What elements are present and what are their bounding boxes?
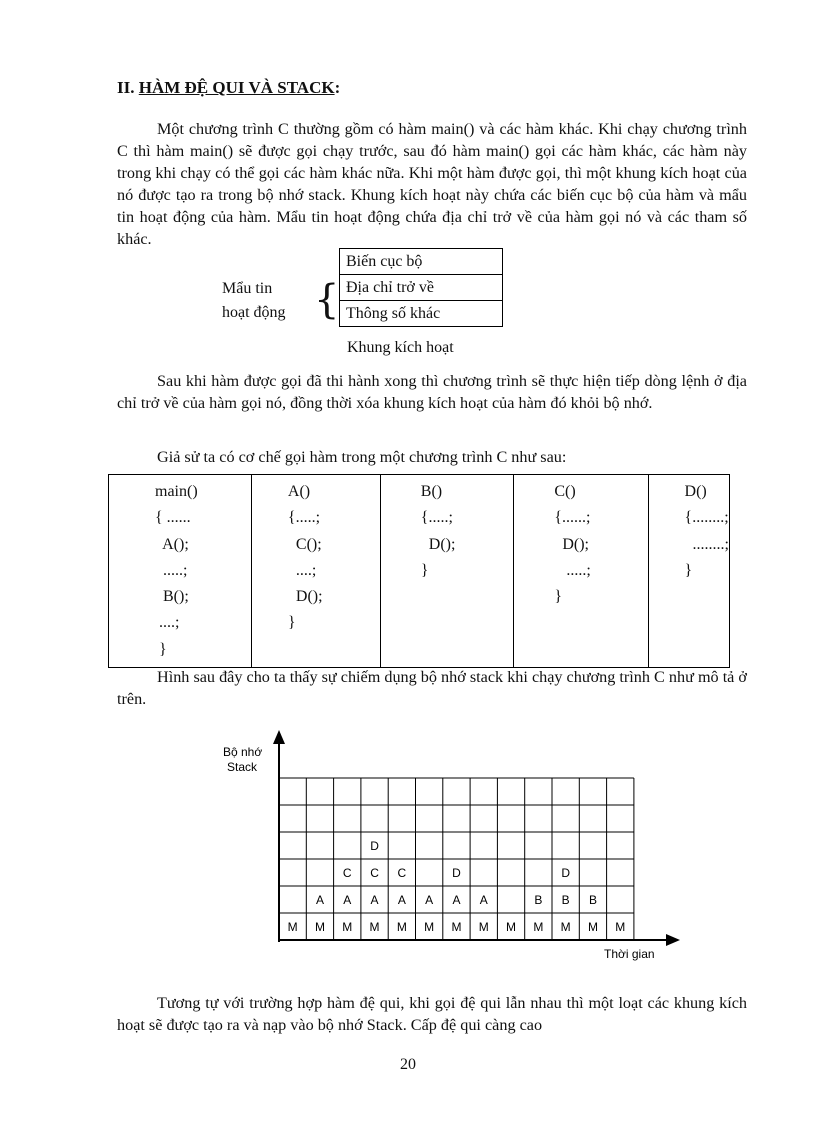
stack-frame-a: A xyxy=(343,893,352,907)
code-cell-a xyxy=(251,475,380,668)
x-axis-arrow-icon xyxy=(666,934,680,946)
stack-frame-a: A xyxy=(452,893,461,907)
stack-frame-b: B xyxy=(561,893,570,907)
brace-icon: { xyxy=(314,277,340,323)
paragraph-2: Sau khi hàm được gọi đã thi hành xong thì chương trình sẽ thực hiện tiếp dòng lệnh ở địa chỉ trở về của hàm gọi nó, đồng thời xóa khung kích hoạt của hàm đó khỏi bộ nhớ. xyxy=(117,372,747,412)
stack-frame-c: C xyxy=(342,866,352,880)
code-line: ....; xyxy=(287,561,317,579)
frame-cell-parameters: Thông số khác xyxy=(346,305,441,322)
code-line: D(); xyxy=(287,588,323,606)
code-cell-b xyxy=(380,475,514,668)
stack-frame-a: A xyxy=(397,893,406,907)
stack-frame-m: M xyxy=(424,920,435,934)
recursion-paragraph xyxy=(117,992,747,1036)
code-line: {........; xyxy=(684,509,729,527)
y-axis-label-line2: Stack xyxy=(227,760,258,774)
activation-frame-box xyxy=(339,248,503,327)
stack-frame-d: D xyxy=(452,866,461,880)
stack-frame-a: A xyxy=(370,893,379,907)
paragraph-5: Tương tự với trường hợp hàm đệ qui, khi gọi đệ qui lẫn nhau thì một loạt các khung kích hoạt sẽ được tạo ra và nạp vào bộ nhớ Stack. Cấp đệ qui càng cao xyxy=(117,994,747,1034)
code-line: C() xyxy=(554,483,576,500)
code-line: ........; xyxy=(684,535,729,553)
code-line: { ...... xyxy=(155,509,191,527)
return-paragraph xyxy=(117,370,747,414)
code-line: {.....; xyxy=(420,509,453,527)
code-line: {.....; xyxy=(287,509,321,527)
code-line: {......; xyxy=(554,509,591,527)
stack-frame-m: M xyxy=(533,920,544,934)
stack-frame-a: A xyxy=(425,893,434,907)
code-line: } xyxy=(554,588,563,606)
heading-prefix: II. xyxy=(117,78,139,97)
record-label-line1: Mẩu tin xyxy=(222,280,273,297)
paragraph-1: Một chương trình C thường gồm có hàm main() và các hàm khác. Khi chạy chương trình C thì hàm main() sẽ được gọi chạy trước, sau đó hàm main() gọi các hàm khác, các hàm này trong khi chạy có thể gọi các hàm khác nữa. Khi một hàm được gọi, thì một khung kích hoạt của nó được tạo ra trong bộ nhớ stack. Khung kích hoạt này chứa các biến cục bộ của hàm và mẩu tin hoạt động của hàm. Mẩu tin hoạt động chứa địa chỉ trở về của hàm gọi nó và các tham số khác. xyxy=(117,120,747,248)
stack-frame-d: D xyxy=(370,839,379,853)
stack-frame-b: B xyxy=(534,893,543,907)
code-line: } xyxy=(155,640,167,658)
stack-frame-b: B xyxy=(588,893,597,907)
stack-frame-m: M xyxy=(287,920,298,934)
intro-paragraph xyxy=(117,118,747,250)
x-axis-label: Thời gian xyxy=(604,947,655,961)
stack-frame-a: A xyxy=(315,893,324,907)
y-axis-arrow-icon xyxy=(273,730,285,744)
table-row xyxy=(109,475,730,668)
heading-suffix: : xyxy=(334,78,341,97)
code-line: } xyxy=(684,561,693,579)
code-line: main() xyxy=(155,483,198,500)
code-line: .....; xyxy=(155,561,188,579)
y-axis-label-line1: Bộ nhớ xyxy=(223,745,263,759)
stack-frame-m: M xyxy=(615,920,626,934)
code-cell-c xyxy=(514,475,648,668)
stack-usage-chart xyxy=(200,730,700,970)
heading-title: HÀM ĐỆ QUI VÀ STACK xyxy=(138,78,335,97)
section-heading xyxy=(117,78,340,98)
assumption-paragraph xyxy=(117,446,747,468)
code-line: C(); xyxy=(287,535,322,553)
stack-frame-m: M xyxy=(369,920,380,934)
stack-frame-c: C xyxy=(370,866,379,880)
page-number: 20 xyxy=(400,1056,416,1073)
code-line: B() xyxy=(420,483,443,500)
code-line: } xyxy=(287,614,296,632)
frame-cell-locals: Biến cục bộ xyxy=(340,249,502,275)
stack-frame-m: M xyxy=(451,920,462,934)
code-line: A() xyxy=(287,483,311,500)
stack-frame-d: D xyxy=(561,866,570,880)
code-line: D(); xyxy=(420,535,456,553)
stack-frame-m: M xyxy=(478,920,489,934)
stack-frame-a: A xyxy=(479,893,488,907)
code-line: B(); xyxy=(155,588,189,606)
code-cell-d xyxy=(648,475,729,668)
paragraph-4: Hình sau đây cho ta thấy sự chiếm dụng bộ nhớ stack khi chạy chương trình C như mô tả ở trên. xyxy=(117,668,747,708)
code-cell-main xyxy=(109,475,252,668)
paragraph-3: Giả sử ta có cơ chế gọi hàm trong một chương trình C như sau: xyxy=(157,448,567,466)
record-label-line2: hoạt động xyxy=(222,304,286,321)
code-line: D() xyxy=(684,483,707,500)
code-line: ....; xyxy=(155,614,180,632)
stack-frame-c: C xyxy=(397,866,407,880)
stack-frame-m: M xyxy=(587,920,598,934)
stack-frame-m: M xyxy=(506,920,517,934)
stack-frame-m: M xyxy=(396,920,407,934)
code-line: A(); xyxy=(155,535,189,553)
figure-intro-paragraph xyxy=(117,666,747,710)
stack-frame-m: M xyxy=(560,920,571,934)
chart-grid xyxy=(279,778,634,940)
stack-frame-m: M xyxy=(342,920,353,934)
stack-frame-m: M xyxy=(314,920,325,934)
frame-cell-return-address: Địa chỉ trở về xyxy=(340,275,502,301)
call-structure-table xyxy=(108,474,730,668)
code-line: .....; xyxy=(554,561,591,579)
code-line: D(); xyxy=(554,535,589,553)
code-line: } xyxy=(420,561,429,579)
frame-caption: Khung kích hoạt xyxy=(347,339,454,356)
